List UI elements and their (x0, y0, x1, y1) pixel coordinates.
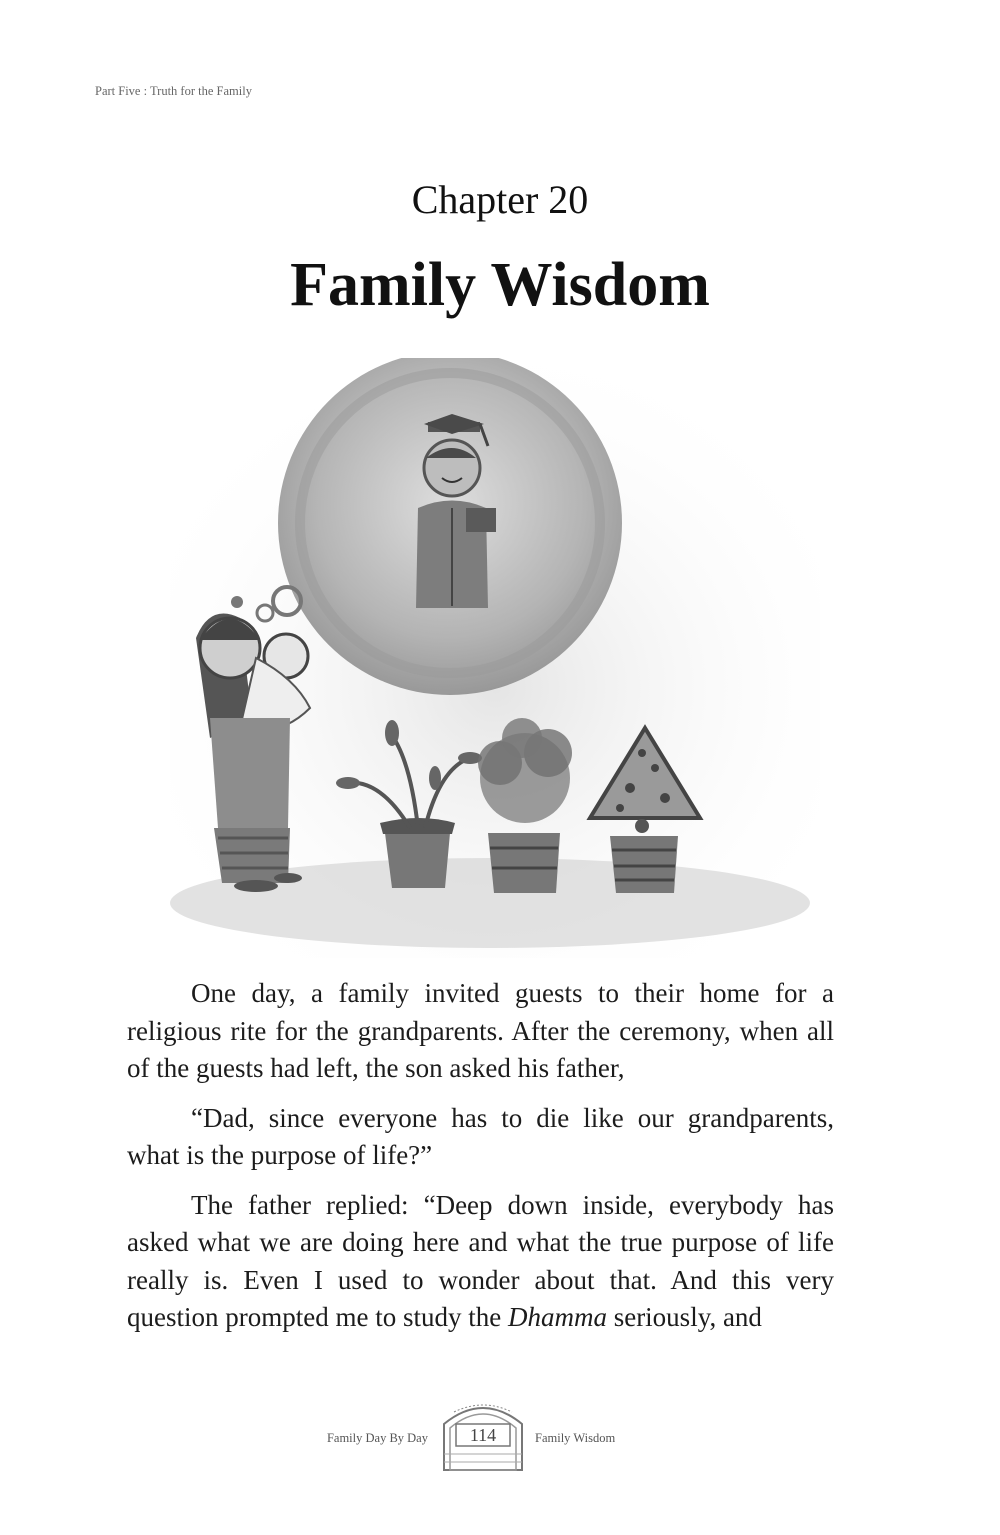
page-footer (0, 1398, 1000, 1472)
paragraph-1: One day, a family invited guests to their home for a religious rite for the grandparents. After the ceremony, when all of the guests had left, the son asked his father, (127, 978, 834, 1083)
footer-book-title: Family Day By Day (326, 1431, 428, 1445)
paragraph-3-text: The father replied: “Deep down inside, everybody has asked what we are doing here and what the true purpose of life really is. Even I used to wonder about that. And this very question prompted me to study the (127, 1189, 834, 1332)
chapter-label: Chapter 20 (411, 177, 589, 222)
running-head: Part Five : Truth for the Family (95, 84, 252, 98)
footer-chapter-title: Family Wisdom (535, 1431, 616, 1445)
chapter-illustration (170, 358, 820, 958)
body-text (127, 975, 834, 1349)
dhamma-emphasis: Dhamma (507, 1302, 607, 1332)
paragraph-3-tail: seriously, and (606, 1302, 762, 1332)
chapter-title: Family Wisdom (290, 251, 710, 319)
paragraph-2: “Dad, since everyone has to die like our grandparents, what is the purpose of life?” (127, 1102, 834, 1170)
page-number: 114 (469, 1425, 497, 1445)
paragraph-3 (127, 1187, 834, 1337)
